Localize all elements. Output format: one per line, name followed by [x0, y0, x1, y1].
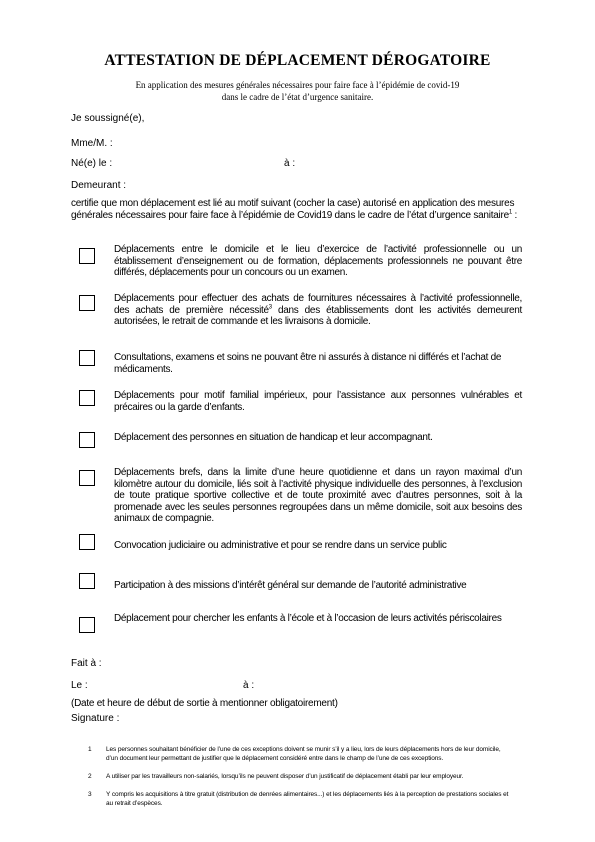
document-title: ATTESTATION DE DÉPLACEMENT DÉROGATOIRE — [104, 52, 491, 69]
date-field[interactable]: Le : — [71, 680, 88, 691]
footnote-text-1: Les personnes souhaitant bénéficier de l’une de ces exceptions doivent se munir s’il y a lieu, lors de leurs déplacements hors de leur domicile, d’un document leur permettant de justifier que le déplacement considéré entre dans le champ de l’une de ces exceptions. — [106, 746, 501, 762]
option-family-label: Déplacements pour motif familial impérieux, pour l’assistance aux personnes vulnérables et précaires ou la garde d’enfants. — [114, 390, 522, 413]
footnote-text-3: Y compris les acquisitions à titre gratuit (distribution de denrées alimentaires...) et les déplacements liés à la perception de prestations sociales et au retrait d’espèces. — [106, 791, 509, 807]
date-note: (Date et heure de début de sortie à mentionner obligatoirement) — [71, 698, 338, 709]
option-shopping-label — [114, 293, 522, 328]
signature-field[interactable]: Signature : — [71, 713, 120, 724]
checkbox-school[interactable] — [79, 617, 95, 633]
address-field[interactable]: Demeurant : — [71, 180, 127, 191]
checkbox-work[interactable] — [79, 248, 95, 264]
checkbox-disability[interactable] — [79, 432, 95, 448]
certify-statement — [71, 198, 523, 221]
footnote-number-2: 2 — [88, 773, 92, 780]
option-shopping-text: Déplacements pour effectuer des achats de fournitures nécessaires à l’activité professionnelle, des achats de première nécessité — [114, 293, 522, 316]
certify-text: certifie que mon déplacement est lié au motif suivant (cocher la case) autorisé en application des mesures générales nécessaires pour faire face à l’épidémie de Covid19 dans le cadre de l’état d’urgence sanitaire — [71, 198, 515, 221]
option-brief-outing-label: Déplacements brefs, dans la limite d’une heure quotidienne et dans un rayon maximal d’un kilomètre autour du domicile, liés soit à l’activité physique individuelle des personnes, à l’exclusion de toute pratique sportive collective et de toute proximité avec d’autres personnes, soit à la promenade avec les seules personnes regroupées dans un même domicile, soit aux besoins des animaux de compagnie. — [114, 467, 522, 525]
time-field[interactable]: à : — [243, 680, 255, 691]
option-general-interest-label: Participation à des missions d’intérêt général sur demande de l’autorité administrative — [114, 580, 467, 591]
certify-end: : — [512, 209, 518, 221]
checkbox-shopping[interactable] — [79, 295, 95, 311]
checkbox-family[interactable] — [79, 390, 95, 406]
name-field[interactable]: Mme/M. : — [71, 138, 113, 149]
option-shopping-text-end: dans des établissements dont les activités demeurent autorisées, le retrait de commande et les livraisons à domicile. — [114, 304, 522, 328]
option-school-label: Déplacement pour chercher les enfants à l’école et à l’occasion de leurs activités périscolaires — [114, 613, 502, 624]
option-disability-label: Déplacement des personnes en situation de handicap et leur accompagnant. — [114, 432, 433, 443]
birth-date-field[interactable]: Né(e) le : — [71, 158, 113, 169]
footnote-ref-3: 3 — [268, 304, 272, 311]
subtitle-line-1: En application des mesures générales nécessaires pour faire face à l’épidémie de covid-19 — [135, 80, 460, 90]
document-subtitle — [0, 80, 595, 103]
footnote-number-1: 1 — [88, 746, 92, 753]
soussigne-label: Je soussigné(e), — [71, 113, 145, 124]
checkbox-health[interactable] — [79, 350, 95, 366]
footnote-text-2: A utiliser par les travailleurs non-salariés, lorsqu’ils ne peuvent disposer d’un justificatif de déplacement établi par leur employeur. — [106, 773, 464, 780]
option-health-label: Consultations, examens et soins ne pouvant être ni assurés à distance ni différés et l’achat de médicaments. — [114, 352, 502, 375]
subtitle-line-2: dans le cadre de l’état d’urgence sanitaire. — [221, 91, 374, 102]
made-at-field[interactable]: Fait à : — [71, 658, 102, 669]
footnote-number-3: 3 — [88, 791, 92, 798]
option-work-label: Déplacements entre le domicile et le lieu d’exercice de l’activité professionnelle ou un établissement d’enseignement ou de formation, déplacements professionnels ne pouvant être différés, déplacements pour un concours ou un examen. — [114, 244, 522, 279]
option-summons-label: Convocation judiciaire ou administrative et pour se rendre dans un service public — [114, 540, 447, 551]
checkbox-summons[interactable] — [79, 534, 95, 550]
birth-place-field[interactable]: à : — [284, 158, 296, 169]
checkbox-brief-outing[interactable] — [79, 470, 95, 486]
footnote-ref-1: 1 — [508, 209, 513, 216]
checkbox-general-interest[interactable] — [79, 573, 95, 589]
